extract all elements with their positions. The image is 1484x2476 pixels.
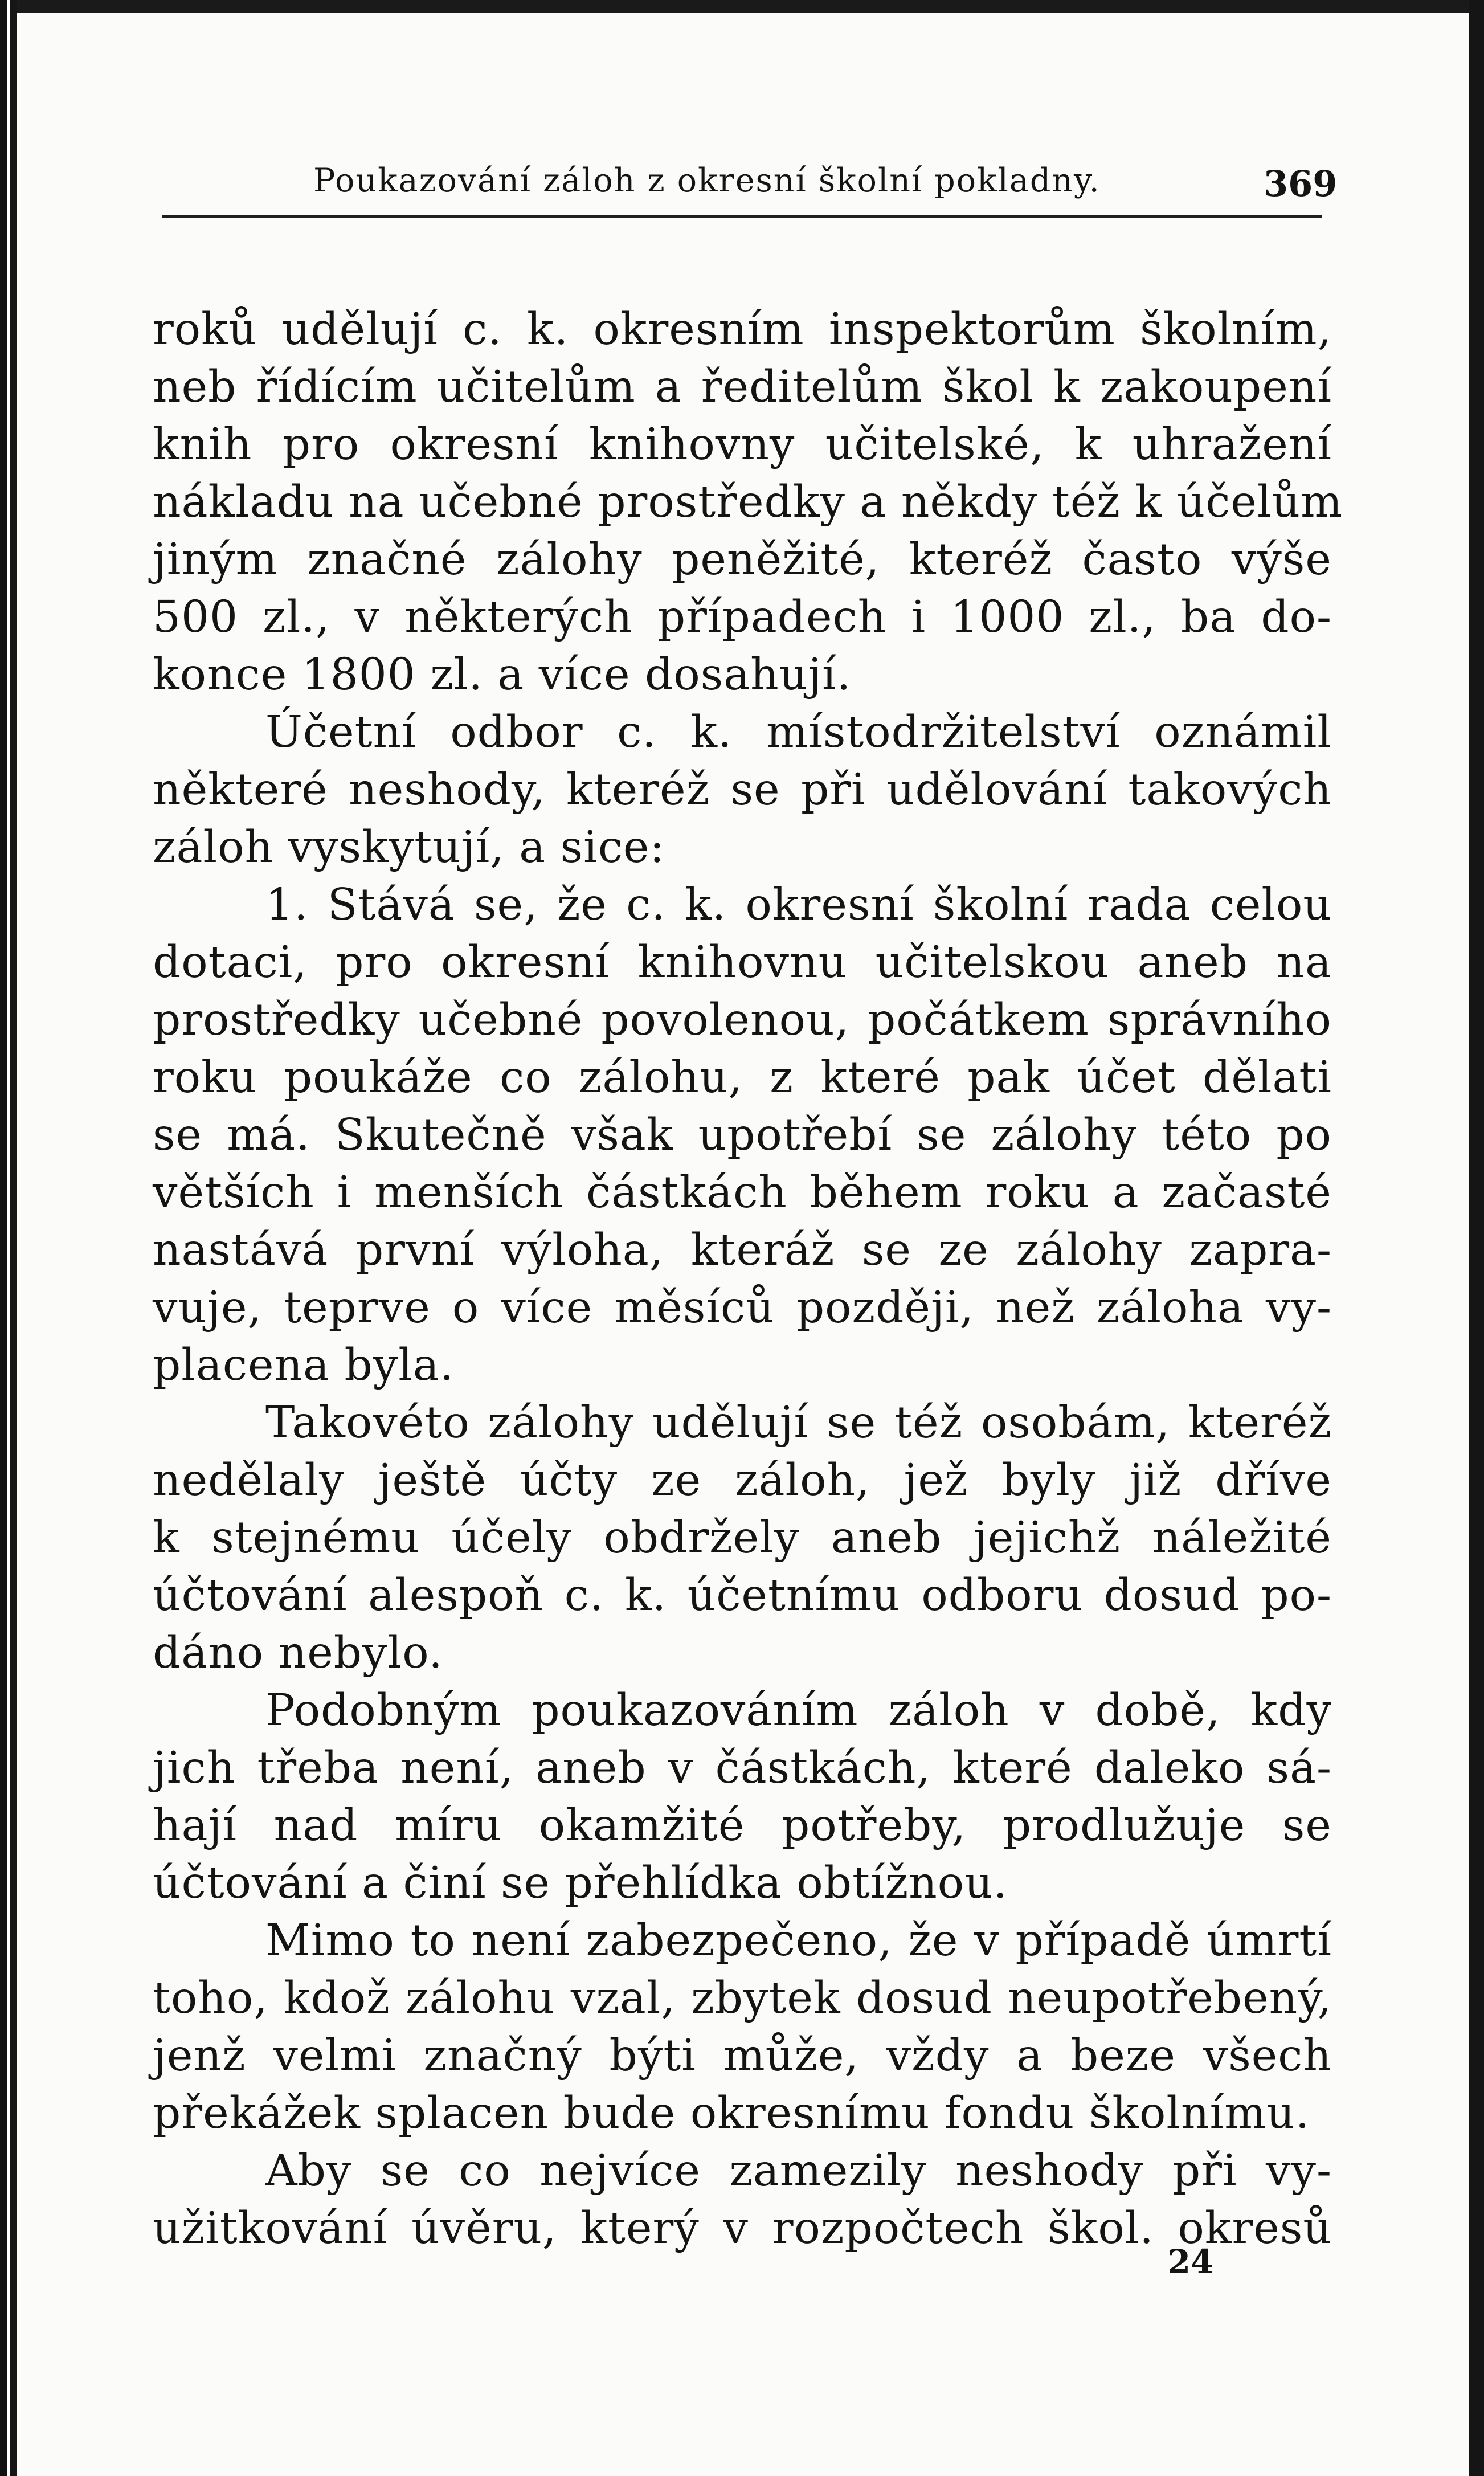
text-line: Takovéto zálohy udělují se též osobám, kteréž — [265, 1398, 1332, 1448]
text-line: záloh vyskytují, a sice: — [153, 822, 665, 873]
text-line: dáno nebylo. — [153, 1628, 443, 1678]
text-line: knih pro okresní knihovny učitelské, k uhražení — [153, 419, 1332, 470]
text-line: některé neshody, kteréž se při udělování takových — [153, 765, 1332, 815]
text-line: účtování a činí se přehlídka obtížnou. — [153, 1858, 1008, 1909]
text-line: Podobným poukazováním záloh v době, kdy — [265, 1685, 1332, 1736]
text-line: jiným značné zálohy peněžité, kteréž často výše — [153, 534, 1332, 585]
text-line: placena byla. — [153, 1340, 455, 1391]
header-rule — [162, 215, 1322, 218]
body-text — [153, 301, 1343, 2257]
text-line: hají nad míru okamžité potřeby, prodlužuje se — [153, 1800, 1332, 1851]
text-line: se má. Skutečně však upotřebí se zálohy této po — [153, 1110, 1332, 1161]
text-line: dotaci, pro okresní knihovnu učitelskou aneb na — [153, 937, 1332, 988]
text-line: toho, kdož zálohu vzal, zbytek dosud neupotřebený, — [153, 1973, 1332, 2024]
page-number: 369 — [1264, 163, 1338, 205]
text-line: nedělaly ještě účty ze záloh, jež byly již dříve — [153, 1455, 1332, 1506]
scan-border-top — [0, 0, 1484, 13]
text-line: k stejnému účely obdržely aneb jejichž náležité — [153, 1513, 1332, 1563]
text-line: vuje, teprve o více měsíců později, než záloha vy- — [153, 1282, 1332, 1333]
text-line: užitkování úvěru, který v rozpočtech škol. okresů — [153, 2203, 1332, 2254]
text-line: účtování alespoň c. k. účetnímu odboru dosud po- — [153, 1570, 1332, 1621]
scan-border-left — [0, 0, 17, 2476]
text-line: jich třeba není, aneb v částkách, které daleko sá- — [153, 1743, 1332, 1793]
text-line: překážek splacen bude okresnímu fondu školnímu. — [153, 2088, 1310, 2139]
signature-mark: 24 — [1167, 2242, 1214, 2281]
text-line: nákladu na učebné prostředky a někdy též k účelům — [153, 477, 1343, 528]
text-line: jenž velmi značný býti může, vždy a beze všech — [153, 2030, 1332, 2081]
text-line: konce 1800 zl. a více dosahují. — [153, 649, 852, 700]
text-line: 500 zl., v některých případech i 1000 zl., ba do- — [153, 592, 1332, 643]
text-line: nastává první výloha, kteráž se ze zálohy zapra- — [153, 1225, 1332, 1276]
text-line: větších i menších částkách během roku a začasté — [153, 1167, 1332, 1218]
text-line: Aby se co nejvíce zamezily neshody při vy- — [265, 2146, 1332, 2196]
text-line: Účetní odbor c. k. místodržitelství oznámil — [265, 707, 1332, 758]
text-line: roku poukáže co zálohu, z které pak účet dělati — [153, 1052, 1332, 1103]
text-line: Mimo to není zabezpečeno, že v případě úmrtí — [265, 1915, 1332, 1966]
running-head: Poukazování záloh z okresní školní pokladny. — [313, 162, 1101, 199]
text-line: 1. Stává se, že c. k. okresní školní rada celou — [265, 880, 1332, 930]
text-line: roků udělují c. k. okresním inspektorům školním, — [153, 304, 1332, 355]
scan-border-right — [1469, 0, 1484, 2476]
text-line: neb řídícím učitelům a ředitelům škol k zakoupení — [153, 362, 1332, 412]
text-line: prostředky učebné povolenou, počátkem správního — [153, 995, 1332, 1045]
